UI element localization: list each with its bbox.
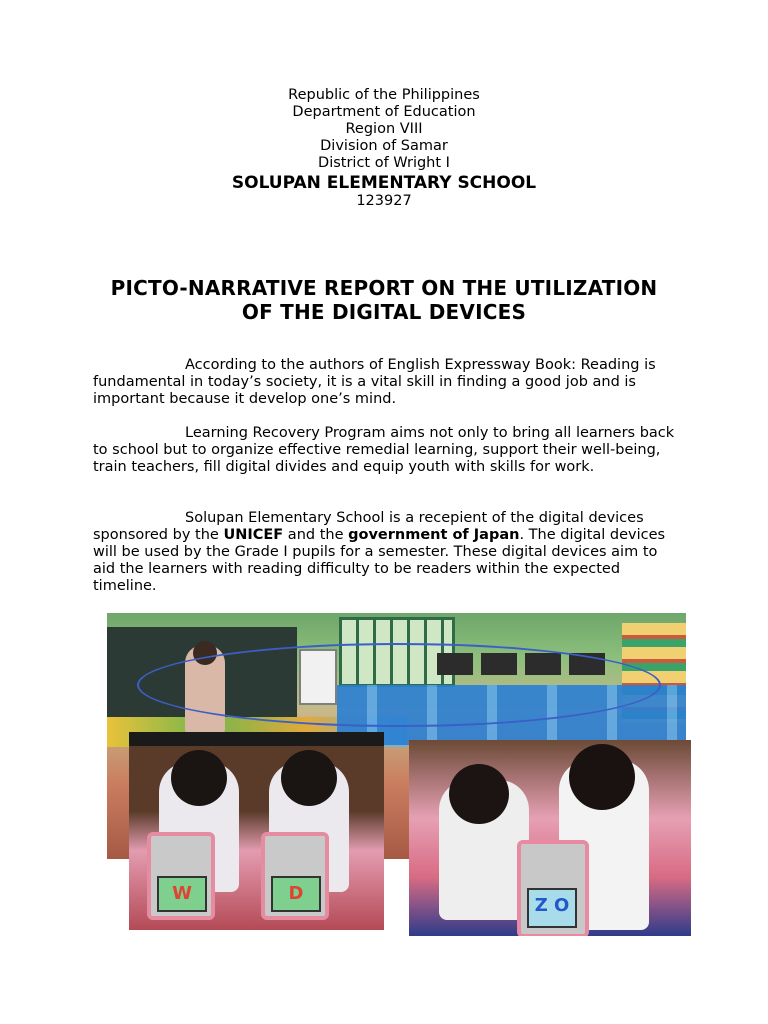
highlight-ellipse [137, 643, 661, 727]
report-title-line1: PICTO-NARRATIVE REPORT ON THE UTILIZATION [110, 276, 658, 300]
tablet-device [517, 840, 589, 936]
paragraph-2 [93, 425, 683, 476]
pupil-head [569, 744, 635, 810]
pupils-tablets-photo-2 [409, 740, 691, 936]
school-id: 123927 [356, 193, 412, 209]
tablet-device [261, 832, 329, 920]
header-region: Region VIII [345, 121, 423, 137]
pupils-tablets-photo-1 [129, 732, 384, 930]
paragraph-3-middle: and the [283, 527, 349, 543]
sponsor-japan: government of Japan [348, 527, 520, 543]
paragraph-3-after: . The digital devices will be used by the Grade I pupils for a semester. These digital devices aim to aid the learners with reading difficulty to be readers within the expected timeline. [93, 527, 666, 594]
header-district: District of Wright I [318, 155, 450, 171]
paragraph-1-text: According to the authors of English Expressway Book: Reading is fundamental in today’s society, it is a vital skill in finding a good job and is important because it develop one’s mind. [93, 357, 656, 407]
header-country: Republic of the Philippines [288, 87, 480, 103]
header-division: Division of Samar [320, 138, 448, 154]
school-name: SOLUPAN ELEMENTARY SCHOOL [231, 173, 537, 193]
paragraph-3 [93, 510, 683, 595]
letterhead [0, 87, 768, 210]
report-title-line2: OF THE DIGITAL DEVICES [241, 300, 527, 324]
pupil-head [449, 764, 509, 824]
tablet-screen: D [271, 876, 321, 912]
pupil-head [171, 750, 227, 806]
tablet-screen: Z O [527, 888, 577, 928]
report-title [60, 276, 708, 324]
sponsor-unicef: UNICEF [223, 527, 284, 543]
header-department: Department of Education [292, 104, 476, 120]
paragraph-1 [93, 357, 683, 408]
paragraph-2-text: Learning Recovery Program aims not only to bring all learners back to school but to organize effective remedial learning, support their well-being, train teachers, fill digital divides and equip youth with skills for work. [93, 425, 675, 475]
paragraph-3-before: Solupan Elementary School is a recepient of the digital devices sponsored by the [93, 510, 644, 543]
pupil-head [281, 750, 337, 806]
paragraph-3-text [93, 510, 683, 595]
tablet-device [147, 832, 215, 920]
tablet-screen: W [157, 876, 207, 912]
